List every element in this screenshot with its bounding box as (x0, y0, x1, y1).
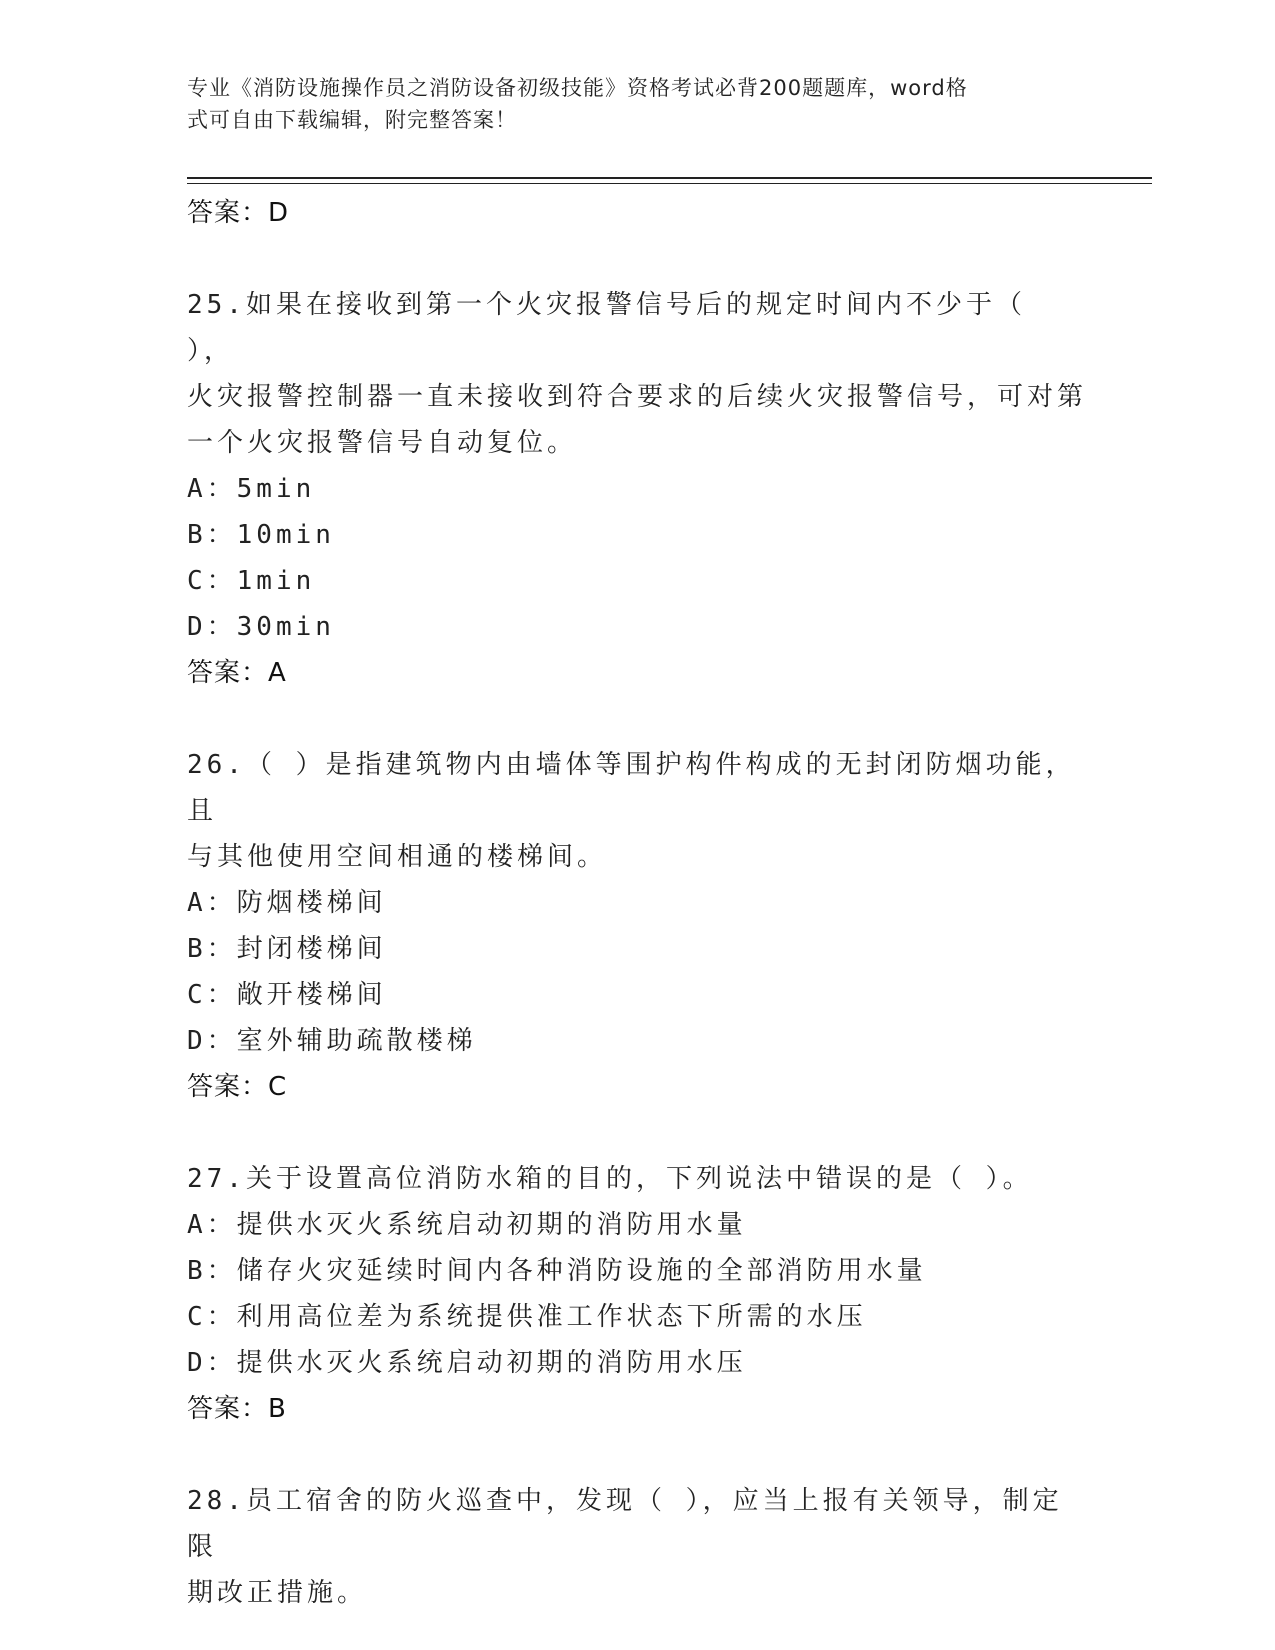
question-text-line: 25.如果在接收到第一个火灾报警信号后的规定时间内不少于（ ）， (187, 290, 1026, 366)
document-body (187, 190, 1087, 1616)
document-header (187, 72, 1087, 136)
answer-line: 答案：D (187, 198, 290, 228)
option-a: A：5min (187, 474, 316, 504)
question-25 (187, 282, 1087, 696)
question-text-line: 火灾报警控制器一直未接收到符合要求的后续火灾报警信号，可对第 (187, 382, 1088, 412)
answer-line: 答案：B (187, 1394, 287, 1424)
option-b: B：10min (187, 520, 335, 550)
question-text-line: 一个火灾报警信号自动复位。 (187, 428, 578, 458)
option-c: C：1min (187, 566, 316, 596)
answer-line: 答案：C (187, 1072, 288, 1102)
option-d: D：提供水灭火系统启动初期的消防用水压 (187, 1348, 747, 1378)
option-c: C：敞开楼梯间 (187, 980, 387, 1010)
option-d: D：30min (187, 612, 335, 642)
option-a: A：提供水灭火系统启动初期的消防用水量 (187, 1210, 747, 1240)
option-b: B：储存火灾延续时间内各种消防设施的全部消防用水量 (187, 1256, 927, 1286)
question-text-line: 与其他使用空间相通的楼梯间。 (187, 842, 608, 872)
question-text-line: 27.关于设置高位消防水箱的目的，下列说法中错误的是（ ）。 (187, 1164, 1033, 1194)
question-26 (187, 742, 1087, 1110)
header-line-1: 专业《消防设施操作员之消防设备初级技能》资格考试必背200题题库，word格 (187, 76, 968, 100)
header-divider-thick (187, 177, 1152, 179)
question-text-line: 26.（ ）是指建筑物内由墙体等围护构件构成的无封闭防烟功能，且 (187, 750, 1076, 826)
option-d: D：室外辅助疏散楼梯 (187, 1026, 477, 1056)
answer-line: 答案：A (187, 658, 287, 688)
question-text-line: 期改正措施。 (187, 1578, 368, 1608)
question-27 (187, 1156, 1087, 1432)
question-text-line: 28.员工宿舍的防火巡查中，发现（ ），应当上报有关领导，制定限 (187, 1486, 1063, 1562)
question-28 (187, 1478, 1087, 1616)
header-divider-thin (187, 183, 1152, 184)
option-b: B：封闭楼梯间 (187, 934, 387, 964)
header-line-2: 式可自由下载编辑，附完整答案！ (187, 108, 517, 132)
option-a: A：防烟楼梯间 (187, 888, 387, 918)
option-c: C：利用高位差为系统提供准工作状态下所需的水压 (187, 1302, 867, 1332)
